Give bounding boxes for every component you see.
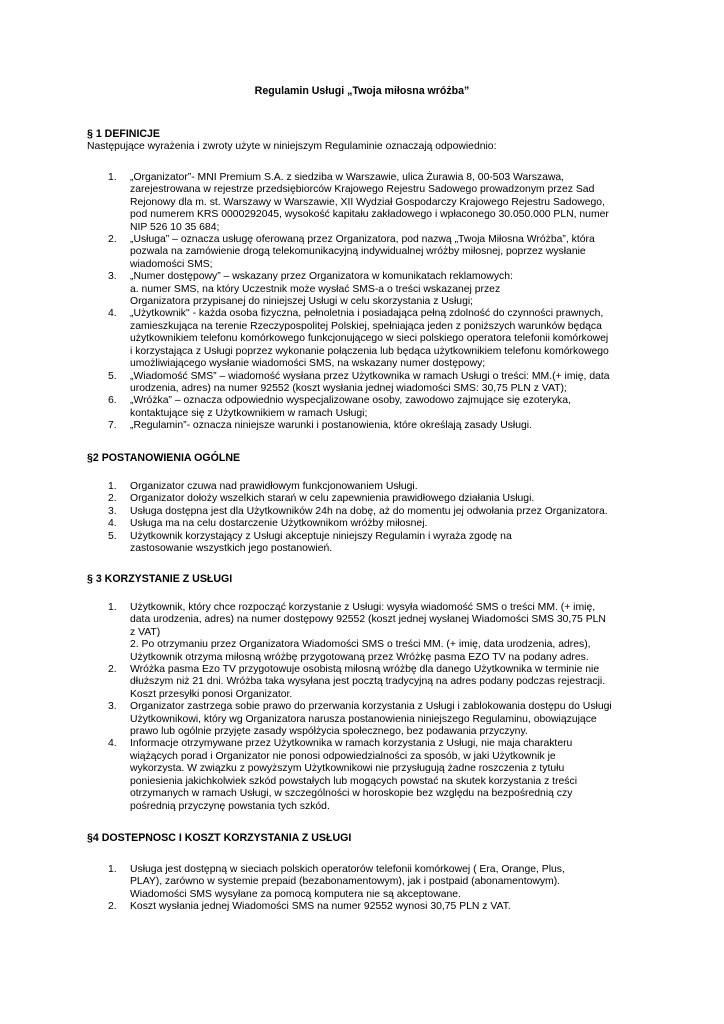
list-item-number: 1. [108,602,117,613]
list-item-number: 1. [108,172,117,183]
section-3-list [87,602,647,813]
list-item-text: Użytkownik, który chce rozpocząć korzystanie z Usługi: wysyła wiadomość SMS o treści MM. (+ imię, data urodzenia, adres) na numer dostępowy 92552 (koszt jednej wysłanej Wiadomości SMS 30,75 PLN z VAT) 2. Po otrzymaniu przez Organizatora Wiadomości SMS o treści MM. (+ imię, data urodzenia, adres), Użytkownik otrzyma miłosną wróżbę przygotowaną przez Wróżkę pasma EZO TV na podany adres. [130,602,606,663]
document-title: Regulamin Usługi „Twoja miłosna wróżba” [254,85,470,97]
section-3-heading: § 3 KORZYSTANIE Z USŁUGI [87,573,233,585]
list-item [87,371,647,396]
list-item [87,901,647,913]
list-item-text: Organizator dołoży wszelkich starań w celu zapewnienia prawidłowego działania Usługi. [130,493,535,505]
section-1-intro: Następujące wyrażenia i zwroty użyte w niniejszym Regulaminie oznaczają odpowiednio: [87,141,497,152]
list-item-text: „Użytkownik" - każda osoba fizyczna, pełnoletnia i posiadająca pełną zdolność do czynności prawnych, zamieszkująca na terenie Rzeczypospolitej Polskiej, spełniająca jeden z poniższych warunków będąca użytkownikiem telefonu komórkowego funkcjonującego w sieci polskiego operatora telefonii komórkowej i korzystająca z Usługi poprzez wykonanie połączenia lub będąca użytkownikiem telefonu komórkowego umożliwiającego wysłanie wiadomości SMS, na wskazany numer dostępowy; [130,308,609,370]
section-2-heading: §2 POSTANOWIENIA OGÓLNE [87,452,241,464]
list-item-number: 1. [108,481,117,492]
section-4-heading: §4 DOSTEPNOSC I KOSZT KORZYSTANIA Z USŁUGI [87,832,352,844]
list-item [87,506,647,518]
list-item-text: Organizator czuwa nad prawidłowym funkcjonowaniem Usługi. [130,481,418,492]
list-item-number: 2. [108,493,117,505]
list-item [87,271,647,308]
list-item-text: Użytkownik korzystający z Usługi akceptuje niniejszy Regulamin i wyraża zgodę na zastosowanie wszystkich jego postanowień. [130,530,512,555]
list-item [87,420,647,432]
list-item-text: Koszt wysłania jednej Wiadomości SMS na numer 92552 wynosi 30,75 PLN z VAT. [130,901,511,913]
list-item-text: „Numer dostępowy” – wskazany przez Organizatora w komunikatach reklamowych: a. numer SMS, na który Uczestnik może wysłać SMS-a o treści wskazanej przez Organizatora przypisanej do niniejszej Usługi w celu skorzystania z Usługi; [130,271,513,308]
list-item-text: Organizator zastrzega sobie prawo do przerwania korzystania z Usługi i zablokowania dostępu do Usługi Użytkownikowi, który wg Organizatora narusza postanowienia niniejszego Regulaminu, obowiązujące prawo lub ogólnie przyjęte zasady współżycia społecznego, bez podawania przyczyny. [130,701,612,738]
list-item-number: 5. [108,530,117,542]
list-item-text: „Wróżka” – oznacza odpowiednio wyspecjalizowane osoby, zawodowo zajmujące się ezoteryka, kontaktujące się z Użytkownikiem w ramach Usługi; [130,395,571,419]
list-item [87,172,647,234]
list-item-text: Wróżka pasma Ezo TV przygotowuje osobistą miłosną wróżbę dla danego Użytkownika w terminie nie dłuższym niż 21 dni. Wróżba taka wysyłana jest pocztą tradycyjną na adres podany podczas rejestracji. Koszt przesyłki ponosi Organizator. [130,664,606,700]
list-item [87,481,647,493]
list-item-number: 2. [108,664,117,676]
list-item [87,664,647,701]
list-item-number: 3. [108,701,117,713]
list-item-number: 2. [108,234,117,246]
list-item-text: Usługa dostępna jest dla Użytkowników 24h na dobę, aż do momentu jej odwołania przez Organizatora. [130,505,608,517]
list-item [87,864,647,901]
list-item-number: 6. [108,395,117,407]
section-2-list [87,481,647,555]
list-item [87,493,647,505]
list-item-text: Usługa jest dostępną w sieciach polskich operatorów telefonii komórkowej ( Era, Orange, Plus, PLAY), zarówno w systemie prepaid (bezabonamentowym), jak i postpaid (abonamentowym). Wiadomości SMS wysyłane za pomocą komputera nie są akceptowane. [130,864,565,900]
section-1-list [87,172,647,433]
list-item-number: 3. [108,271,117,283]
list-item [87,738,647,812]
list-item [87,602,647,664]
list-item-text: Usługa ma na celu dostarczenie Użytkownikom wróżby miłosnej. [130,518,428,530]
list-item [87,234,647,271]
section-4-list [87,864,647,914]
list-item [87,308,647,370]
list-item-number: 3. [108,505,117,517]
list-item [87,701,647,738]
list-item [87,395,647,420]
section-1-heading: § 1 DEFINICJE [87,128,161,140]
list-item-number: 4. [108,738,117,750]
list-item-text: „Organizator”- MNI Premium S.A. z siedziba w Warszawie, ulica Żurawia 8, 00-503 Warszawa, zarejestrowana w rejestrze przedsiębiorców Krajowego Rejestru Sadowego prowadzonym przez Sad Rejonowy dla m. st. Warszawy w Warszawie, XII Wydział Gospodarczy Krajowego Rejestru Sadowego, pod numerem KRS 0000292045, wysokość kapitału zakładowego i wpłaconego 30.050.000 PLN, numer NIP 526 10 35 684; [130,172,609,233]
list-item [87,531,647,556]
list-item-number: 4. [108,308,117,320]
list-item-text: „Regulamin”- oznacza niniejsze warunki i postanowienia, które określają zasady Usługi. [130,420,532,432]
list-item [87,518,647,530]
list-item-number: 2. [108,901,117,913]
list-item-number: 1. [108,864,117,875]
list-item-number: 5. [108,370,117,382]
list-item-text: „Usługa” – oznacza usługę oferowaną przez Organizatora, pod nazwą „Twoja Miłosna Wróżba”, która pozwala na zamówienie drogą telekomunikacyjną indywidualnej wróżby miłosnej, poprzez wysłanie wiadomości SMS; [130,234,595,270]
list-item-text: Informacje otrzymywane przez Użytkownika w ramach korzystania z Usługi, nie maja charakteru wiążących porad i Organizator nie ponosi odpowiedzialności za sposób, w jaki Użytkownik je wykorzysta. W związku z powyższym Użytkownikowi nie przysługują żadne roszczenia z tytułu poniesienia jakichkolwiek szkód powstałych lub mogących powstać na skutek korzystania z treści otrzymanych w ramach Usługi, w szczególności w horoskopie bez względu na bezpośrednią czy pośrednią przyczynę powstania tych szkód. [130,738,578,812]
list-item-number: 4. [108,518,117,530]
list-item-number: 7. [108,420,117,432]
list-item-text: „Wiadomość SMS” – wiadomość wysłana przez Użytkownika w ramach Usługi o treści: MM.(+ imię, data urodzenia, adres) na numer 92552 (koszt wysłania jednej wiadomości SMS: 30,75 PLN z VAT); [130,370,610,394]
